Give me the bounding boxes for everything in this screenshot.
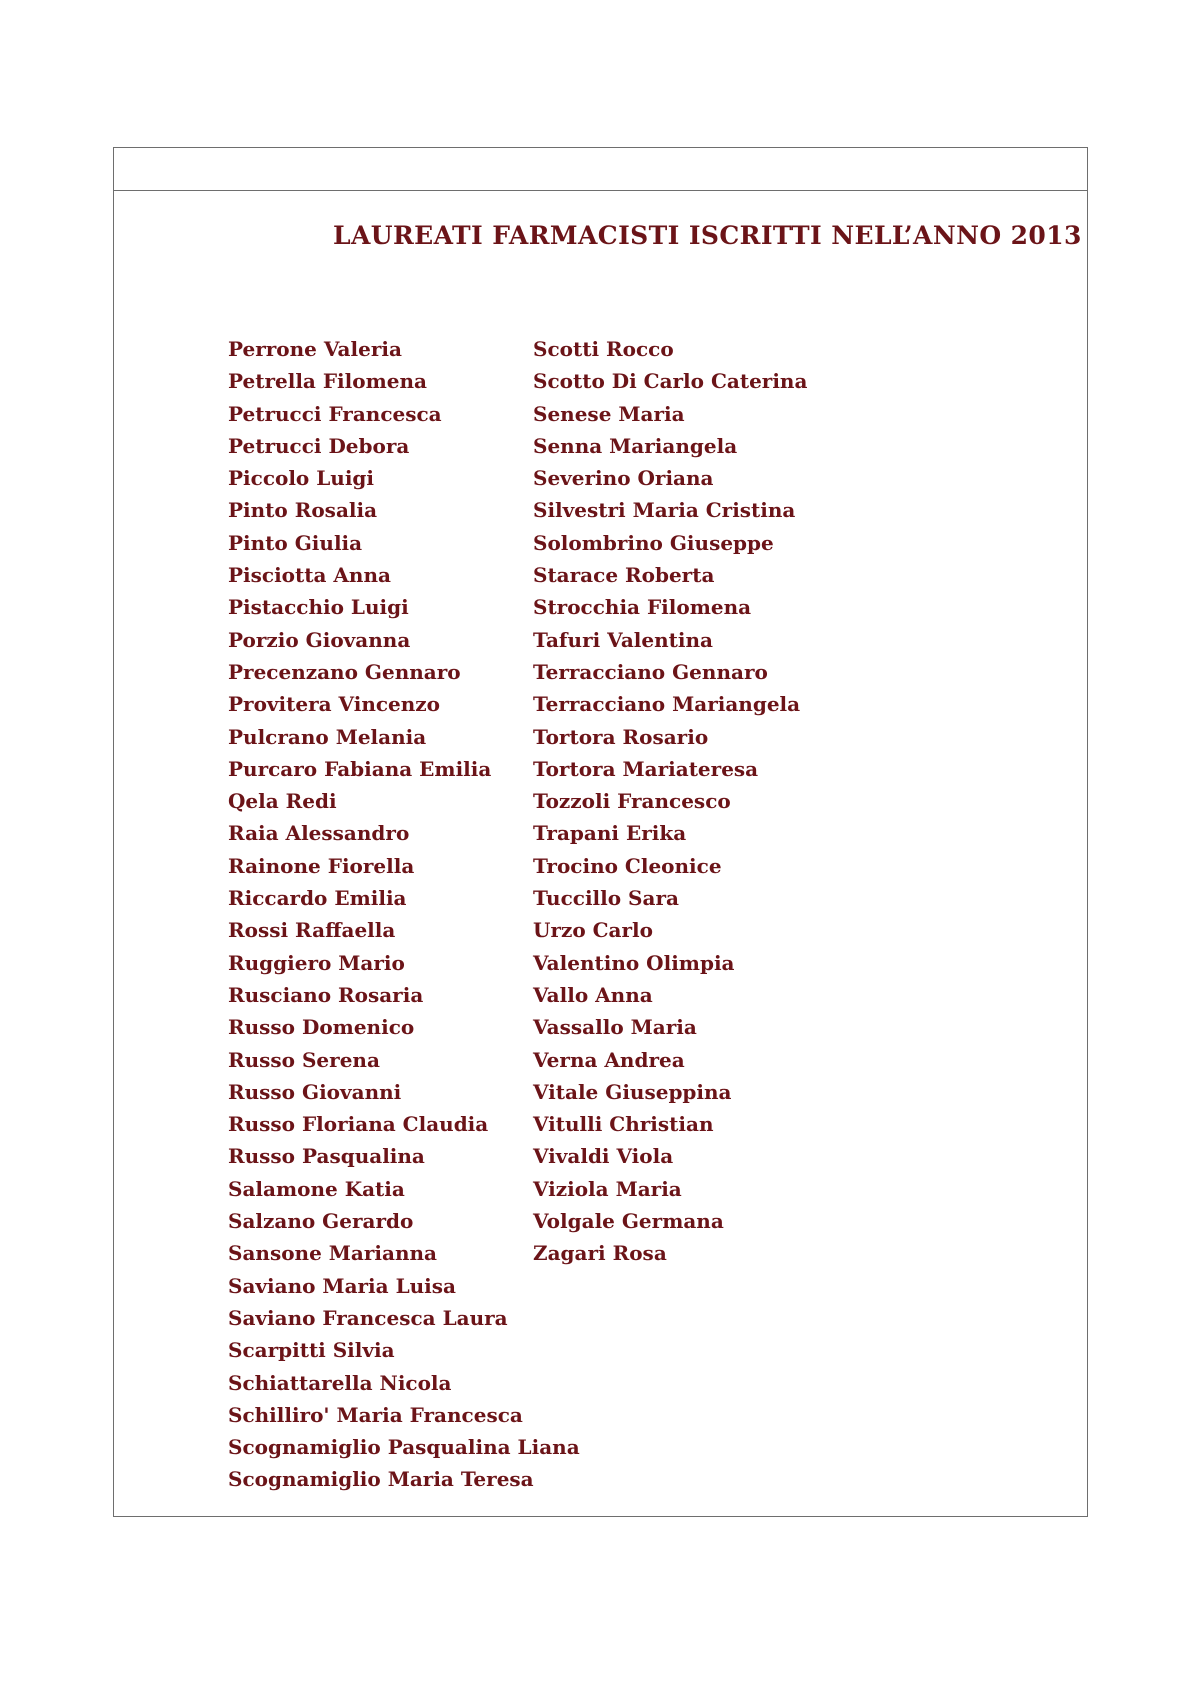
names-column-left xyxy=(228,333,580,1496)
list-item: Trocino Cleonice xyxy=(533,853,722,878)
list-item: Russo Pasqualina xyxy=(228,1144,425,1169)
list-item: Scotti Rocco xyxy=(533,337,674,361)
list-item: Petrucci Francesca xyxy=(228,401,442,426)
list-item: Raia Alessandro xyxy=(228,821,410,846)
list-item: Senese Maria xyxy=(533,401,685,426)
list-item: Tozzoli Francesco xyxy=(533,789,731,814)
list-item: Rossi Raffaella xyxy=(228,918,396,943)
list-item: Porzio Giovanna xyxy=(228,627,411,652)
list-item: Valentino Olimpia xyxy=(533,950,735,975)
list-item: Tuccillo Sara xyxy=(533,886,679,911)
list-item: Pinto Giulia xyxy=(228,530,363,555)
list-item: Senna Mariangela xyxy=(533,433,738,458)
list-item: Tortora Mariateresa xyxy=(533,756,759,781)
list-item: Tafuri Valentina xyxy=(533,627,714,652)
list-item: Pulcrano Melania xyxy=(228,724,427,749)
list-item: Terracciano Gennaro xyxy=(533,659,768,684)
list-item: Russo Serena xyxy=(228,1047,380,1072)
list-item: Scarpitti Silvia xyxy=(228,1338,395,1363)
list-item: Schilliro' Maria Francesca xyxy=(228,1402,523,1427)
list-item: Purcaro Fabiana Emilia xyxy=(228,756,492,781)
list-item: Scognamiglio Maria Teresa xyxy=(228,1467,534,1492)
list-item: Rusciano Rosaria xyxy=(228,982,424,1007)
list-item: Vitulli Christian xyxy=(533,1112,714,1137)
list-item: Vitale Giuseppina xyxy=(533,1079,732,1104)
list-item: Scognamiglio Pasqualina Liana xyxy=(228,1435,580,1460)
page-title: LAUREATI FARMACISTI ISCRITTI NELL’ANNO 2013 xyxy=(333,221,1082,250)
list-item: Silvestri Maria Cristina xyxy=(533,498,796,523)
list-item: Strocchia Filomena xyxy=(533,595,752,620)
list-item: Petrucci Debora xyxy=(228,433,410,458)
list-item: Russo Floriana Claudia xyxy=(228,1112,489,1137)
list-item: Solombrino Giuseppe xyxy=(533,530,774,555)
list-item: Perrone Valeria xyxy=(228,337,402,361)
list-item: Starace Roberta xyxy=(533,563,715,588)
list-item: Riccardo Emilia xyxy=(228,886,407,911)
list-item: Vallo Anna xyxy=(533,982,653,1007)
list-item: Piccolo Luigi xyxy=(228,466,375,491)
list-item: Severino Oriana xyxy=(533,466,714,491)
document-frame xyxy=(113,147,1088,1517)
list-item: Zagari Rosa xyxy=(533,1241,667,1266)
list-item: Sansone Marianna xyxy=(228,1241,438,1266)
list-item: Saviano Francesca Laura xyxy=(228,1305,508,1330)
list-item: Terracciano Mariangela xyxy=(533,692,801,717)
list-item: Saviano Maria Luisa xyxy=(228,1273,456,1298)
list-item: Provitera Vincenzo xyxy=(228,692,441,717)
list-item: Verna Andrea xyxy=(533,1047,685,1072)
list-item: Pinto Rosalia xyxy=(228,498,378,523)
list-item: Vassallo Maria xyxy=(533,1015,697,1040)
list-item: Russo Domenico xyxy=(228,1015,415,1040)
list-item: Qela Redi xyxy=(228,789,337,814)
list-item: Trapani Erika xyxy=(533,821,687,846)
header-band xyxy=(114,148,1087,191)
list-item: Pistacchio Luigi xyxy=(228,595,409,620)
list-item: Russo Giovanni xyxy=(228,1079,402,1104)
list-item: Rainone Fiorella xyxy=(228,853,415,878)
list-item: Petrella Filomena xyxy=(228,369,427,394)
list-item: Urzo Carlo xyxy=(533,918,653,943)
list-item: Salamone Katia xyxy=(228,1176,405,1201)
list-item: Tortora Rosario xyxy=(533,724,709,749)
list-item: Ruggiero Mario xyxy=(228,950,405,975)
list-item: Schiattarella Nicola xyxy=(228,1370,452,1395)
list-item: Precenzano Gennaro xyxy=(228,659,461,684)
list-item: Salzano Gerardo xyxy=(228,1209,414,1234)
list-item: Scotto Di Carlo Caterina xyxy=(533,369,808,394)
list-item: Vivaldi Viola xyxy=(533,1144,674,1169)
names-column-right xyxy=(533,333,807,1270)
list-item: Pisciotta Anna xyxy=(228,563,391,588)
list-item: Volgale Germana xyxy=(533,1209,724,1234)
list-item: Viziola Maria xyxy=(533,1176,682,1201)
